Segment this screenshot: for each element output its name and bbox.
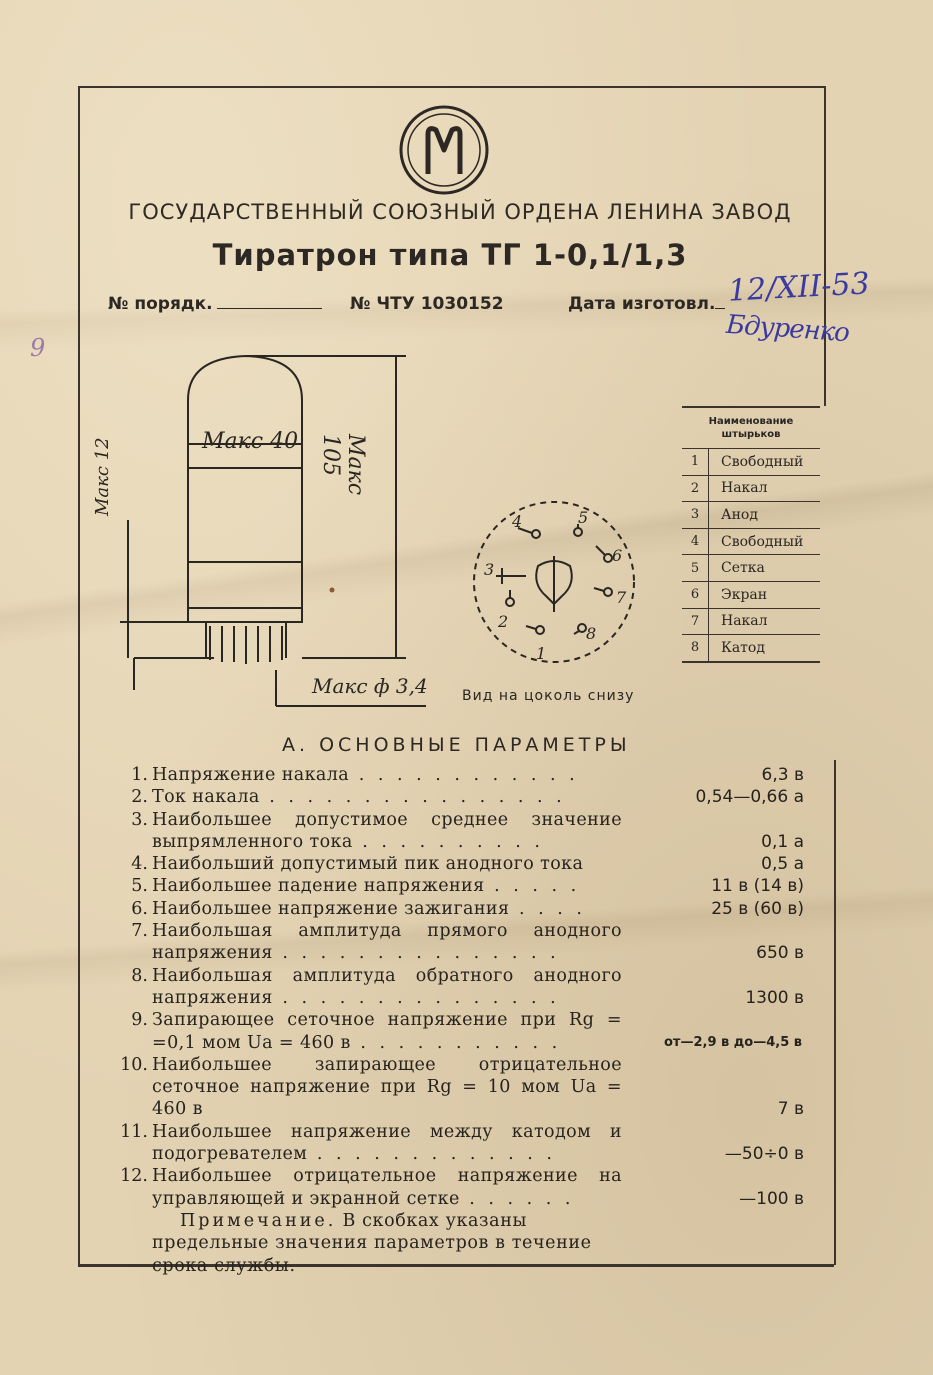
param-number: 2.	[131, 787, 148, 808]
param-number: 4.	[131, 854, 148, 875]
order-number-blank	[217, 308, 322, 309]
param-label-wrap	[152, 853, 622, 875]
pin-table-number: 3	[682, 502, 709, 529]
param-label-wrap	[152, 920, 622, 965]
order-number-label: № порядк.	[108, 294, 213, 314]
document-title: Тиратрон типа ТГ 1-0,1/1,3	[212, 238, 688, 272]
param-label: Наибольший допустимый пик анодного тока	[152, 854, 584, 875]
param-value: 25 в (60 в)	[711, 898, 804, 919]
param-number: 11.	[120, 1121, 148, 1142]
param-dots: . . . . . . . . . . .	[350, 1032, 562, 1053]
param-value: от—2,9 в до—4,5 в	[664, 1034, 802, 1050]
list-item	[112, 1121, 812, 1166]
frame-right-line-lower	[834, 760, 836, 1265]
pin-table-number: 2	[682, 475, 709, 502]
param-label-wrap	[152, 875, 622, 897]
manufacture-date-label: Дата изготовл.	[568, 294, 716, 314]
param-label: Наибольшее отрицательное напряжение на управляющей и экранной сетке	[152, 1166, 622, 1209]
tube-dimension-drawing	[92, 340, 466, 720]
pin-number-4: 4	[512, 512, 523, 531]
param-label: Наибольшая амплитуда прямого анодного напряжения	[152, 921, 622, 964]
list-item	[112, 764, 812, 786]
param-label-wrap	[152, 786, 622, 808]
handwritten-date: 12/XII-53	[727, 266, 871, 309]
param-value: 0,54—0,66 а	[695, 787, 804, 808]
pin-table-header-row	[682, 407, 820, 449]
pin-number-6: 6	[612, 546, 623, 565]
table-row	[682, 449, 820, 476]
table-row	[682, 608, 820, 635]
param-dots: . . . . .	[484, 876, 581, 897]
list-item	[112, 898, 812, 920]
param-value: —100 в	[739, 1188, 804, 1209]
param-label: Наибольшее допустимое среднее значение выпрямленного тока	[152, 809, 622, 852]
table-row	[682, 581, 820, 608]
frame-top-line	[78, 86, 826, 88]
param-value: 0,5 а	[761, 854, 804, 875]
diameter-dimension-label: Макс ф 3,4	[312, 674, 428, 698]
list-item	[112, 786, 812, 808]
manufacture-date-field	[568, 294, 725, 314]
height-dimension-label: Макс 105	[318, 434, 368, 496]
param-label: Наибольшее запирающее отрицательное сеточное напряжение при Rg = 10 мом Uа = 460 в	[152, 1054, 622, 1120]
list-item	[112, 1009, 812, 1054]
section-title: А. ОСНОВНЫЕ ПАРАМЕТРЫ	[282, 734, 631, 756]
pin-table-name: Экран	[709, 581, 821, 608]
table-row	[682, 475, 820, 502]
pin-base-diagram	[466, 484, 646, 684]
note-label: Примечание.	[180, 1210, 337, 1231]
param-number: 12.	[120, 1166, 148, 1187]
param-number: 5.	[131, 876, 148, 897]
param-dots: . . . . . . . . . . . . .	[307, 1144, 556, 1165]
pin-table-number: 4	[682, 528, 709, 555]
param-label-wrap	[152, 764, 622, 786]
param-label: Ток накала	[152, 787, 260, 808]
param-value: 650 в	[756, 943, 804, 964]
param-value: 1300 в	[745, 987, 804, 1008]
order-number-field	[108, 294, 322, 314]
list-item	[112, 1165, 812, 1210]
frame-left-line	[78, 86, 80, 1266]
list-item	[112, 965, 812, 1010]
param-number: 6.	[131, 898, 148, 919]
pin-table-name: Катод	[709, 635, 821, 662]
factory-logo-icon	[398, 104, 490, 196]
pin-table-number: 1	[682, 449, 709, 476]
list-item	[112, 853, 812, 875]
pin-table-name: Свободный	[709, 449, 821, 476]
pin-number-3: 3	[484, 560, 495, 579]
param-value: 0,1 а	[761, 831, 804, 852]
list-item	[112, 920, 812, 965]
frame-right-line	[824, 86, 826, 406]
param-label-wrap	[152, 1121, 622, 1166]
param-label: Наибольшее падение напряжения	[152, 876, 485, 897]
pin-table-number: 8	[682, 635, 709, 662]
pin-number-7: 7	[616, 588, 627, 607]
list-item	[112, 1054, 812, 1121]
pin-table-name: Анод	[709, 502, 821, 529]
pin-number-2: 2	[498, 612, 509, 631]
param-number: 9.	[131, 1010, 148, 1031]
tube-outline-icon	[106, 340, 466, 720]
param-dots: . . . . . .	[459, 1188, 575, 1209]
param-label: Наибольшая амплитуда обратного анодного напряжения	[152, 965, 622, 1008]
parameters-list	[112, 764, 812, 1277]
param-label: Наибольшее напряжение зажигания	[152, 898, 510, 919]
table-row	[682, 555, 820, 582]
param-label: Наибольшее напряжение между катодом и подогревателем	[152, 1121, 622, 1165]
param-value: —50÷0 в	[724, 1144, 804, 1165]
pin-number-5: 5	[578, 508, 589, 527]
table-row	[682, 635, 820, 662]
param-dots: . . . .	[509, 898, 586, 919]
param-dots: . . . . . . . . . . . . . . .	[272, 943, 560, 964]
factory-name: ГОСУДАРСТВЕННЫЙ СОЮЗНЫЙ ОРДЕНА ЛЕНИНА ЗАВОД	[128, 200, 792, 224]
param-number: 3.	[131, 809, 148, 830]
param-value: 6,3 в	[761, 765, 804, 785]
pin-names-table	[682, 406, 820, 663]
pin-table-name: Накал	[709, 608, 821, 635]
param-dots: . . . . . . . . . .	[352, 831, 544, 852]
pin-table-name: Сетка	[709, 555, 821, 582]
param-dots: . . . . . . . . . . . . . . .	[272, 987, 560, 1008]
param-label-wrap	[152, 809, 622, 854]
param-number: 10.	[120, 1054, 148, 1075]
list-item	[112, 875, 812, 897]
param-label-wrap	[152, 1165, 622, 1210]
table-row	[682, 502, 820, 529]
pin-table-name: Свободный	[709, 528, 821, 555]
tube-base-icon	[466, 484, 646, 684]
table-row	[682, 528, 820, 555]
param-number: 1.	[131, 765, 148, 785]
param-number: 7.	[131, 921, 148, 942]
param-label-wrap	[152, 965, 622, 1010]
pin-table-number: 5	[682, 555, 709, 582]
list-item	[112, 809, 812, 854]
param-dots: . . . . . . . . . . . .	[349, 765, 579, 785]
handwritten-margin-mark: 9	[30, 334, 46, 362]
pin-number-1: 1	[536, 644, 547, 663]
param-label-wrap	[152, 898, 622, 920]
pin-diagram-caption: Вид на цоколь снизу	[462, 688, 635, 704]
pin-table-header: Наименование штырьков	[682, 407, 820, 449]
tu-number: № ЧТУ 1030152	[350, 294, 504, 314]
pin-dimension-label: Макс 12	[92, 437, 113, 516]
params-note	[152, 1210, 622, 1277]
pin-table-number: 6	[682, 581, 709, 608]
pin-table-number: 7	[682, 608, 709, 635]
param-number: 8.	[131, 965, 148, 986]
param-label-wrap	[152, 1054, 622, 1121]
param-label: Запирающее сеточное напряжение при Rg = =0,1 мом Uа = 460 в	[152, 1010, 622, 1053]
note-text: В скобках указаны предельные значения параметров в течение срока службы.	[152, 1210, 592, 1276]
param-value: 7 в	[777, 1099, 804, 1120]
param-label: Напряжение накала	[152, 765, 350, 785]
param-dots: . . . . . . . . . . . . . . . .	[259, 787, 566, 808]
handwritten-signature: Бдуренко	[725, 309, 850, 349]
manufacture-date-blank	[715, 308, 725, 309]
pin-number-8: 8	[586, 624, 597, 643]
pin-table-name: Накал	[709, 475, 821, 502]
param-label-wrap	[152, 1009, 622, 1054]
width-dimension-label: Макс 40	[202, 429, 299, 454]
param-value: 11 в (14 в)	[711, 876, 804, 897]
